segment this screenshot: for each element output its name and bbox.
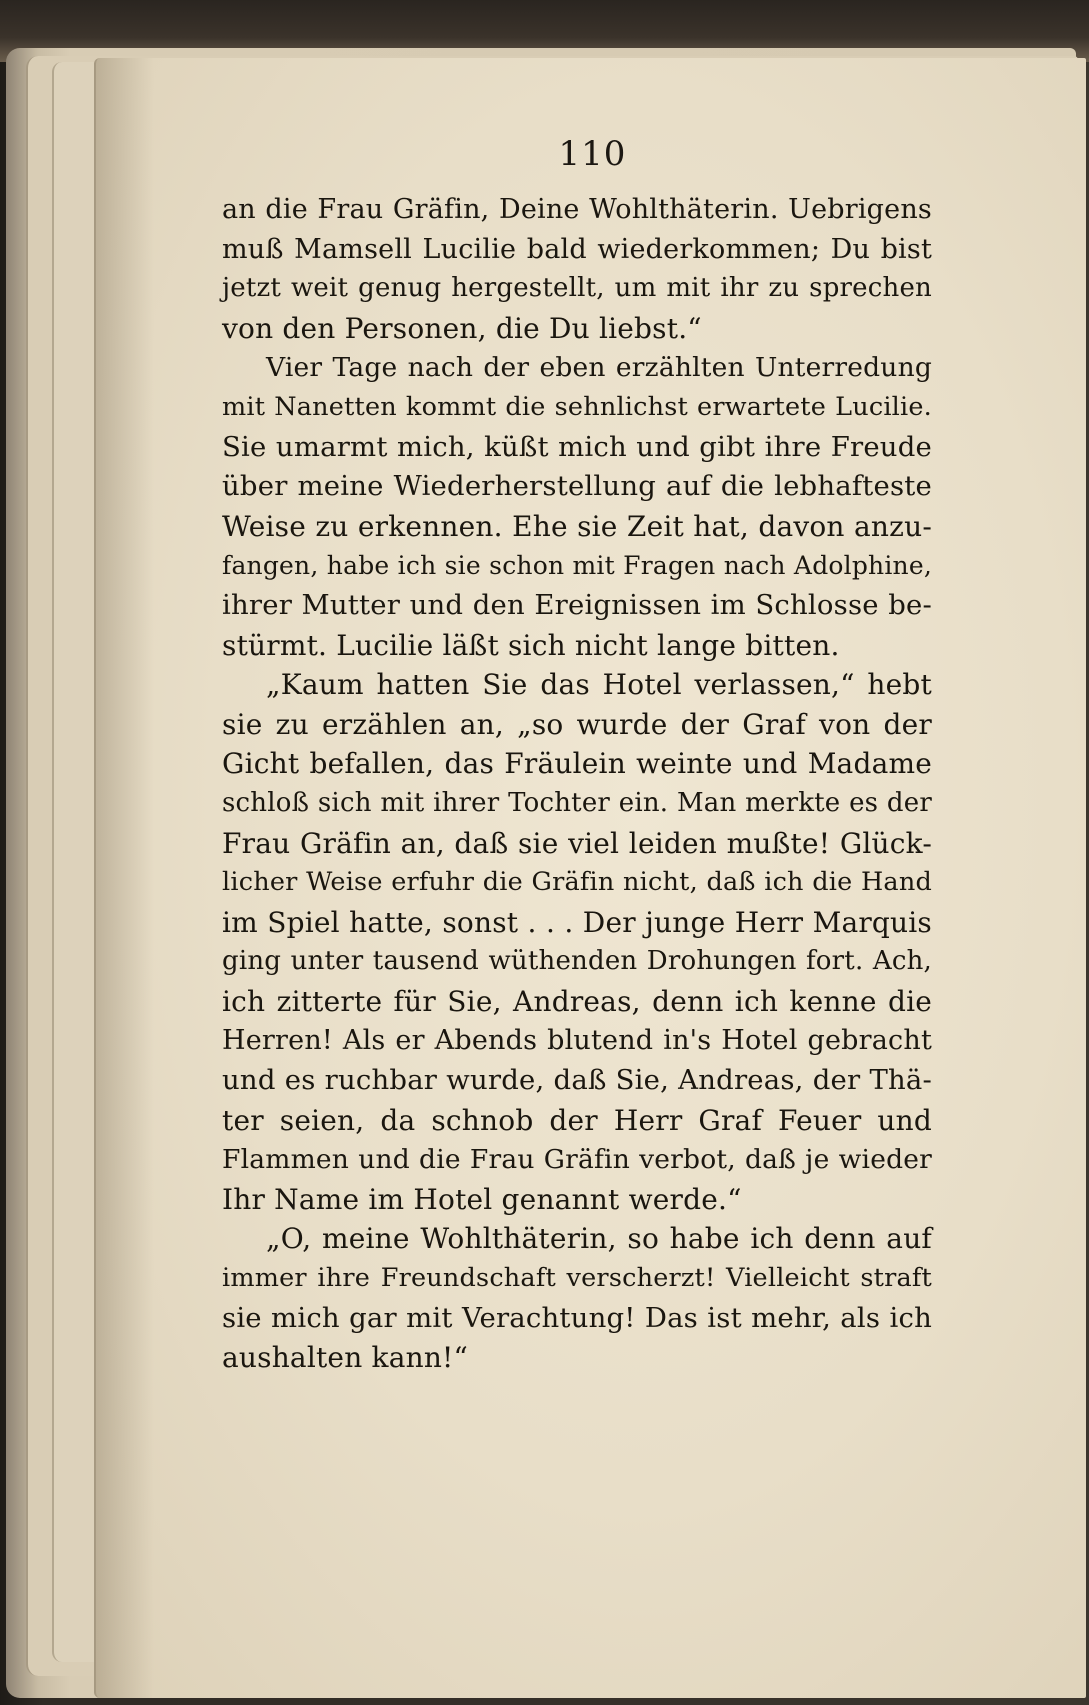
text-line: sie mich gar mit Verachtung! Das ist mehr, als ich bbox=[222, 1301, 932, 1334]
text-line: jetzt weit genug hergestellt, um mit ihr zu sprechen bbox=[222, 273, 932, 304]
text-line: Gicht befallen, das Fräulein weinte und Madame bbox=[222, 747, 932, 781]
text-line: Flammen und die Frau Gräfin verbot, daß je wieder bbox=[222, 1144, 932, 1176]
text-line: Ihr Name im Hotel genannt werde.“ bbox=[222, 1182, 742, 1216]
text-line: ich zitterte für Sie, Andreas, denn ich kenne die bbox=[222, 984, 932, 1018]
text-line: stürmt. Lucilie läßt sich nicht lange bitten. bbox=[222, 628, 840, 662]
page-number: 110 bbox=[558, 134, 627, 174]
text-line: „Kaum hatten Sie das Hotel verlassen,“ hebt bbox=[266, 668, 932, 702]
text-line: Frau Gräfin an, daß sie viel leiden mußte! Glück- bbox=[222, 826, 932, 860]
text-line: Herren! Als er Abends blutend in's Hotel gebracht bbox=[222, 1025, 932, 1057]
text-line: ihrer Mutter und den Ereignissen im Schlosse be- bbox=[222, 588, 932, 621]
text-line: mit Nanetten kommt die sehnlichst erwartete Lucilie. bbox=[222, 391, 932, 422]
text-line: sie zu erzählen an, „so wurde der Graf von der bbox=[222, 707, 932, 741]
text-line: „O, meine Wohlthäterin, so habe ich denn auf bbox=[266, 1222, 932, 1256]
text-line: und es ruchbar wurde, daß Sie, Andreas, der Thä- bbox=[222, 1064, 932, 1097]
text-line: Vier Tage nach der eben erzählten Unterredung bbox=[266, 352, 932, 384]
text-line: fangen, habe ich sie schon mit Fragen nach Adolphine, bbox=[222, 551, 932, 581]
text-line: muß Mamsell Lucilie bald wiederkommen; Du bist bbox=[222, 233, 932, 265]
text-line: Weise zu erkennen. Ehe sie Zeit hat, davon anzu- bbox=[222, 509, 932, 543]
text-line: im Spiel hatte, sonst . . . Der junge Herr Marquis bbox=[222, 905, 932, 939]
text-line: von den Personen, die Du liebst.“ bbox=[222, 311, 702, 345]
text-line: ging unter tausend wüthenden Drohungen fort. Ach, bbox=[222, 946, 932, 977]
page-body-text bbox=[222, 190, 932, 1378]
text-line: Sie umarmt mich, küßt mich und gibt ihre Freude bbox=[222, 430, 932, 463]
text-line: aushalten kann!“ bbox=[222, 1341, 469, 1375]
text-line: ter seien, da schnob der Herr Graf Feuer und bbox=[222, 1103, 932, 1137]
spine-shadow bbox=[94, 58, 154, 1698]
text-line: licher Weise erfuhr die Gräfin nicht, daß ich die Hand bbox=[222, 867, 932, 898]
text-line: an die Frau Gräfin, Deine Wohlthäterin. Uebrigens bbox=[222, 194, 932, 225]
text-line: über meine Wiederherstellung auf die lebhafteste bbox=[222, 470, 932, 503]
text-line: schloß sich mit ihrer Tochter ein. Man merkte es der bbox=[222, 787, 932, 818]
text-line: immer ihre Freundschaft verscherzt! Vielleicht straft bbox=[222, 1263, 932, 1294]
